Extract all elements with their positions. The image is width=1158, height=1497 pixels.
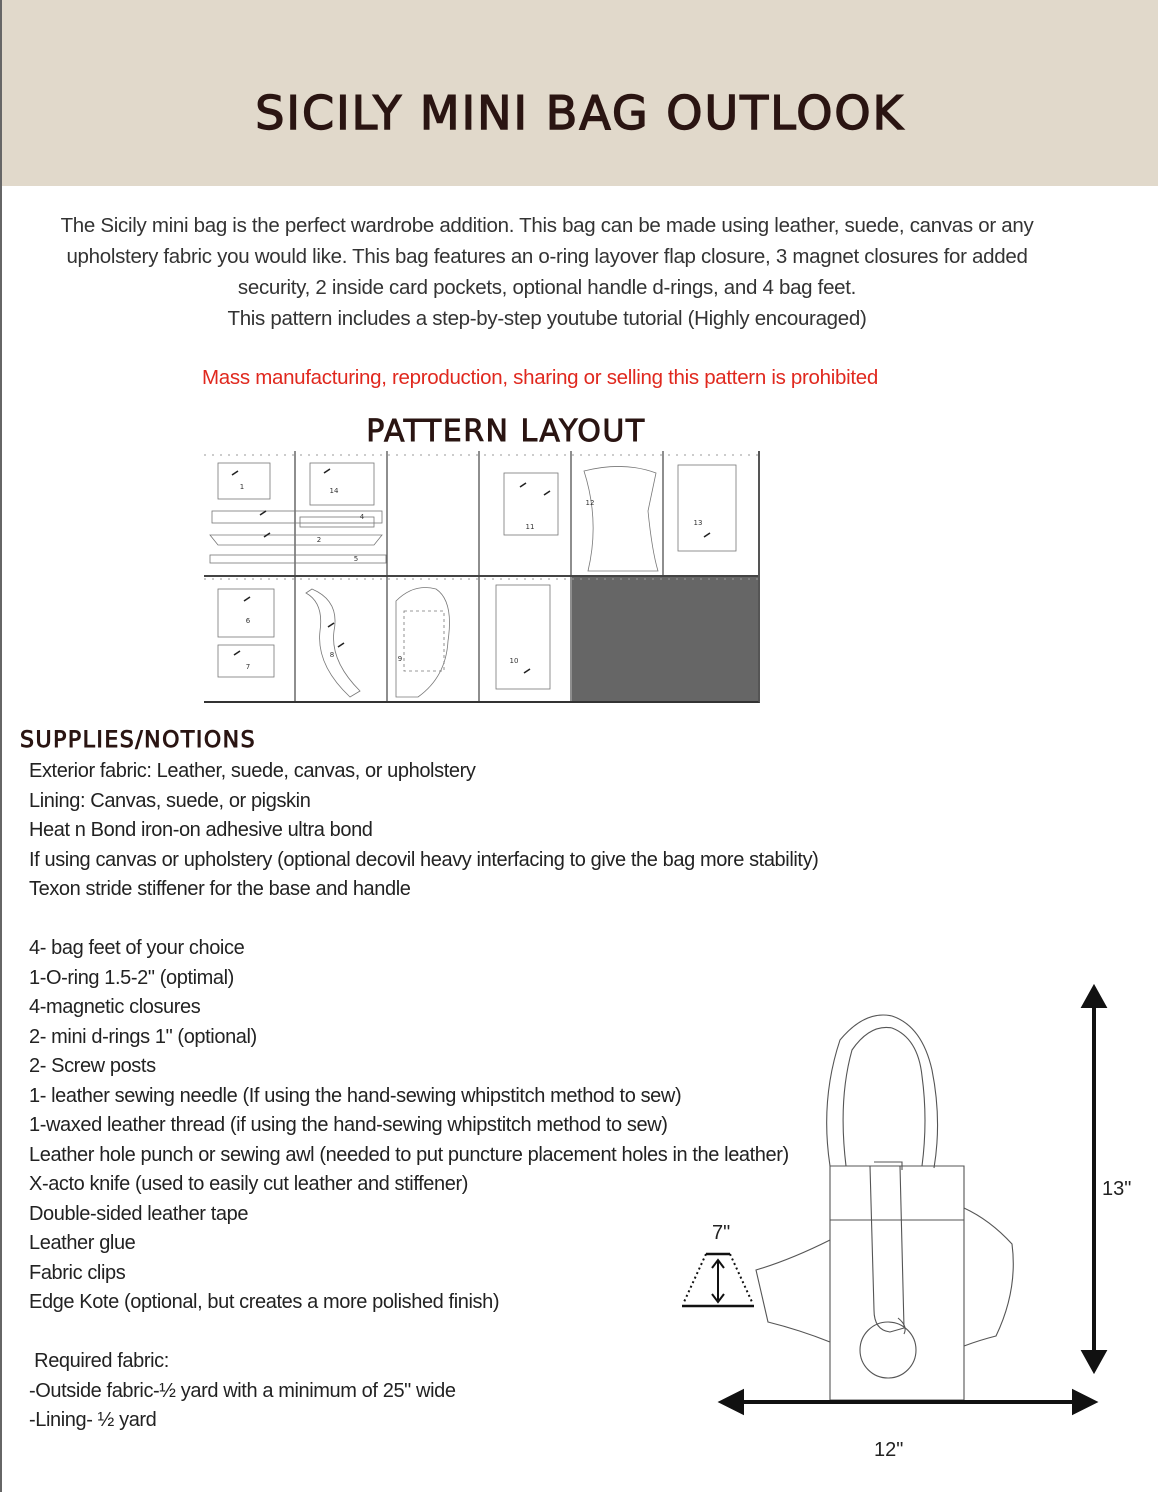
supply-item: Lining: Canvas, suede, or pigskin [29,789,311,812]
supply-item: Texon stride stiffener for the base and handle [29,878,411,900]
fabric-item: -Lining- ½ yard [29,1409,157,1431]
supply-item: Leather glue [29,1232,136,1254]
pattern-layout-image [204,451,760,703]
intro-line: security, 2 inside card pockets, optional handle d-rings, and 4 bag feet. [237,276,857,299]
piece-number: 7 [245,663,251,671]
width-dimension-label: 12" [874,1439,904,1461]
required-fabric-title: Required fabric: [29,1350,169,1372]
intro-line: The Sicily mini bag is the perfect wardrobe addition. This bag can be made using leather, suede, canvas or any [60,214,1034,237]
supply-item: X-acto knife (used to easily cut leather and stiffener) [29,1173,468,1195]
title-banner [2,0,1158,186]
supply-item: 1-O-ring 1.5-2" (optimal) [29,966,234,989]
supply-item: 4-magnetic closures [29,996,201,1018]
piece-number: 11 [525,523,535,531]
piece-number: 6 [245,617,251,625]
copyright-warning: Mass manufacturing, reproduction, sharing or selling this pattern is prohibited [202,366,878,389]
piece-number: 4 [359,513,365,521]
supply-item: 1- leather sewing needle (If using the hand-sewing whipstitch method to sew) [29,1084,682,1107]
piece-number: 1 [239,483,245,491]
supply-item: 4- bag feet of your choice [29,937,245,959]
depth-dimension-label: 7" [712,1222,731,1244]
piece-number: 2 [316,536,322,544]
piece-number: 12 [585,499,595,507]
intro-paragraph [24,210,1070,334]
height-dimension-label: 13" [1102,1178,1132,1200]
supply-item: 1-waxed leather thread (if using the hand-sewing whipstitch method to sew) [29,1114,668,1136]
supply-item: Fabric clips [29,1261,126,1284]
supply-item: Leather hole punch or sewing awl (needed to put puncture placement holes in the leather) [29,1143,789,1166]
intro-line: upholstery fabric you would like. This bag features an o-ring layover flap closure, 3 magnet closures for added [66,245,1028,268]
piece-number: 13 [693,519,703,527]
supply-item: 2- mini d-rings 1" (optional) [29,1025,257,1048]
piece-number: 8 [329,651,335,659]
piece-number: 14 [329,487,339,495]
page-title: SICILY MINI BAG OUTLOOK [255,86,905,140]
fabric-item: -Outside fabric-½ yard with a minimum of 25" wide [29,1379,456,1402]
supplies-title: SUPPLIES/NOTIONS [20,728,257,753]
supply-item: Exterior fabric: Leather, suede, canvas, or upholstery [29,760,476,782]
supply-item: 2- Screw posts [29,1055,156,1077]
piece-number: 9 [397,655,403,663]
piece-number: 10 [509,657,519,665]
supply-item: Double-sided leather tape [29,1202,249,1225]
piece-number: 5 [353,555,359,563]
supply-item: If using canvas or upholstery (optional decovil heavy interfacing to give the bag more stability) [29,848,819,871]
bag-diagram [660,980,1158,1492]
pattern-layout-title: PATTERN LAYOUT [366,414,646,449]
page-edge [0,0,2,1492]
supply-item: Heat n Bond iron-on adhesive ultra bond [29,819,373,841]
intro-line: This pattern includes a step-by-step youtube tutorial (Highly encouraged) [227,307,867,330]
spacer [29,905,818,935]
supply-item: Edge Kote (optional, but creates a more polished finish) [29,1291,500,1313]
